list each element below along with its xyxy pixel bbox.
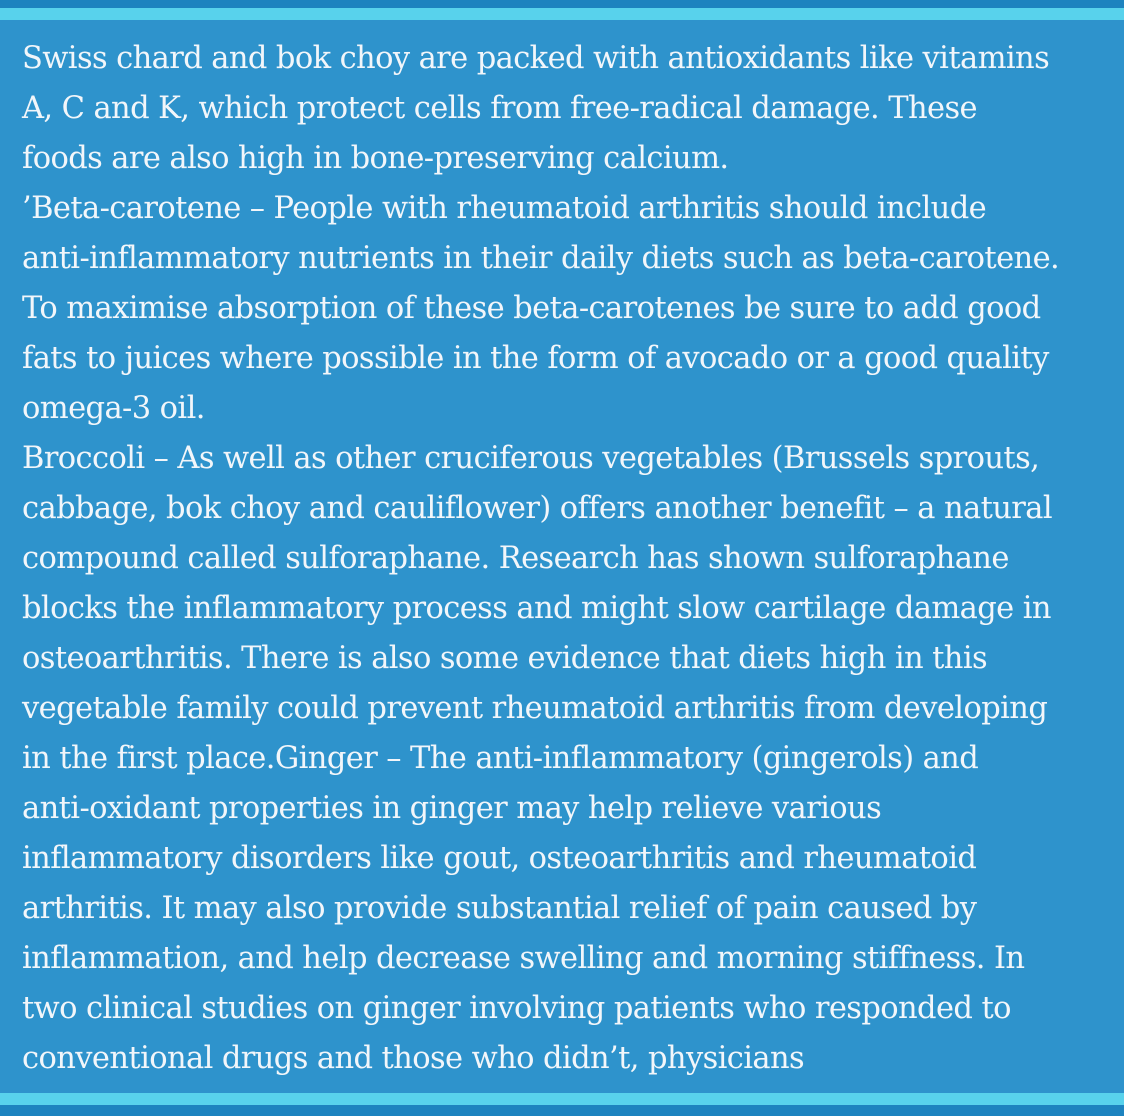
text-line: cabbage, bok choy and cauliflower) offers another benefit – a natural [22,491,1053,526]
text-line: inflammation, and help decrease swelling and morning stiffness. In [22,941,1025,976]
text-line: conventional drugs and those who didn’t, physicians [22,1041,805,1076]
text-line: omega-3 oil. [22,391,205,426]
text-line: osteoarthritis. There is also some evidence that diets high in this [22,641,988,676]
text-line: Swiss chard and bok choy are packed with antioxidants like vitamins [22,41,1050,76]
body-text [22,34,1118,1084]
text-line: vegetable family could prevent rheumatoid arthritis from developing [22,691,1048,726]
text-line: in the first place.Ginger – The anti-inflammatory (gingerols) and [22,741,979,776]
text-line: compound called sulforaphane. Research has shown sulforaphane [22,541,1009,576]
text-line: fats to juices where possible in the form of avocado or a good quality [22,341,1049,376]
text-line: arthritis. It may also provide substantial relief of pain caused by [22,891,977,926]
bottom-border [0,1105,1124,1116]
text-line: To maximise absorption of these beta-carotenes be sure to add good [22,291,1041,326]
text-line: anti-oxidant properties in ginger may help relieve various [22,791,882,826]
text-line: A, C and K, which protect cells from free-radical damage. These [22,91,977,126]
text-line: foods are also high in bone-preserving calcium. [22,141,729,176]
bottom-accent-stripe [0,1093,1124,1105]
text-line: anti-inflammatory nutrients in their daily diets such as beta-carotene. [22,241,1060,276]
text-line: ’Beta-carotene – People with rheumatoid arthritis should include [22,191,987,226]
top-accent-stripe [0,8,1124,20]
text-line: two clinical studies on ginger involving patients who responded to [22,991,1011,1026]
top-border [0,0,1124,8]
text-line: blocks the inflammatory process and might slow cartilage damage in [22,591,1051,626]
text-line: Broccoli – As well as other cruciferous vegetables (Brussels sprouts, [22,441,1040,476]
text-line: inflammatory disorders like gout, osteoarthritis and rheumatoid [22,841,977,876]
